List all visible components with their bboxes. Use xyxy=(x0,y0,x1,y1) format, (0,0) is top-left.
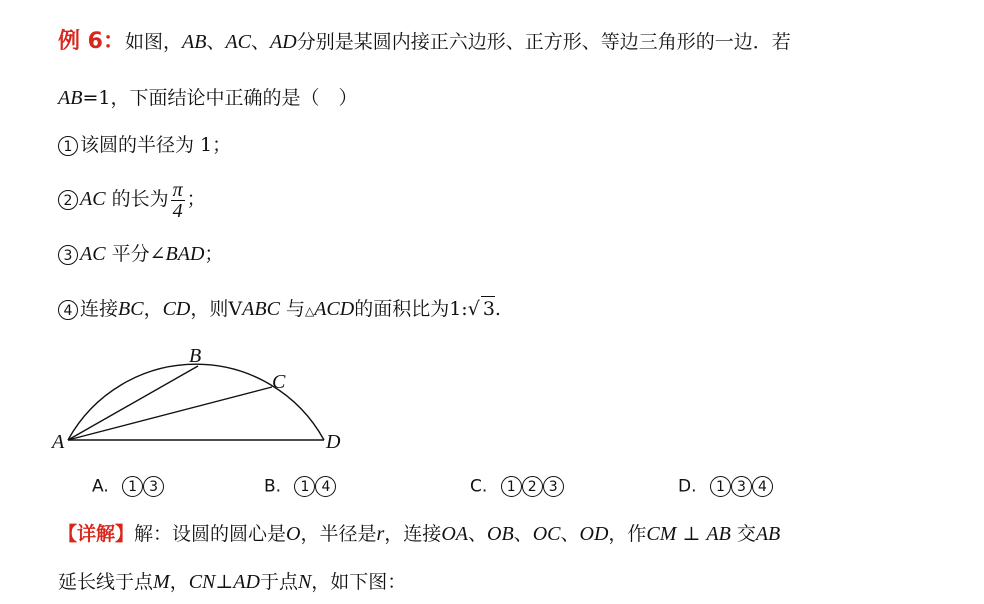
statement-text: 与 xyxy=(279,298,305,320)
statement-text: 平分 xyxy=(105,243,150,265)
circled-number: 4 xyxy=(58,300,78,320)
fraction-denominator: 4 xyxy=(172,199,183,222)
statement-text: 连接 xyxy=(80,298,119,320)
solution-text: ，如下图： xyxy=(311,571,407,593)
perp-symbol: ⊥ xyxy=(215,571,234,593)
triangle-acd: ACD xyxy=(314,298,355,320)
point-o: O xyxy=(286,523,301,545)
statement-3 xyxy=(58,242,223,266)
triangle-abc: ABC xyxy=(242,298,280,320)
segment-ab: AB xyxy=(706,523,731,545)
point-m: M xyxy=(153,571,170,593)
ratio: 1: xyxy=(449,298,468,320)
solution-line-1 xyxy=(58,522,780,546)
fraction-numerator: π xyxy=(172,178,183,201)
perp-symbol: ⊥ xyxy=(676,523,707,545)
triangle-symbol: V xyxy=(228,298,243,320)
circled-number: 3 xyxy=(543,476,564,497)
solution-line-2 xyxy=(58,570,406,594)
option-letter: A. xyxy=(92,476,109,497)
example-label: 例 6： xyxy=(58,29,125,54)
option-d[interactable] xyxy=(678,476,773,497)
circled-number: 4 xyxy=(315,476,336,497)
statement-1 xyxy=(58,133,231,157)
example-line-1 xyxy=(58,30,791,54)
segment-ab: AB xyxy=(755,523,781,545)
circle-figure xyxy=(48,340,378,460)
statement-text: ，则 xyxy=(190,298,229,320)
point-label-b: B xyxy=(189,345,202,367)
point-label-c: C xyxy=(272,371,286,393)
option-letter: B. xyxy=(264,476,282,497)
statement-text: 的长为 xyxy=(105,188,169,210)
separator: 、 xyxy=(560,523,580,545)
angle-bad: BAD xyxy=(165,243,205,265)
circled-number: 1 xyxy=(710,476,731,497)
solution-text: ， xyxy=(169,571,189,593)
circled-number: 1 xyxy=(294,476,315,497)
statement-text: 该圆的半径为 1； xyxy=(80,134,232,156)
segment-ab: AB xyxy=(181,31,207,53)
option-letter: D. xyxy=(678,476,697,497)
segment-ab: AB xyxy=(58,87,83,109)
separator: 、 xyxy=(206,31,226,53)
solution-text: 解：设圆的圆心是 xyxy=(134,523,287,545)
intro-text-2: 分别是某圆内接正六边形、正方形、等边三角形的一边．若 xyxy=(296,31,791,53)
segment-bc: BC xyxy=(118,298,144,320)
segment-cm: CM xyxy=(646,523,677,545)
example-line-2 xyxy=(58,86,357,110)
triangle-symbol: △ xyxy=(304,304,315,318)
segment-ob: OB xyxy=(487,523,514,545)
statement-4 xyxy=(58,296,501,323)
circled-number: 1 xyxy=(58,136,78,156)
circled-number: 1 xyxy=(501,476,522,497)
segment-ad: AD xyxy=(233,571,260,593)
separator: 、 xyxy=(251,31,271,53)
point-label-a: A xyxy=(52,431,65,453)
arc-ad xyxy=(68,364,324,440)
circled-number: 3 xyxy=(143,476,164,497)
statement-2 xyxy=(58,176,206,222)
sqrt-symbol: √ xyxy=(467,298,480,320)
sqrt-radicand: 3 xyxy=(482,298,495,320)
segment-cd: CD xyxy=(162,298,191,320)
circled-number: 4 xyxy=(752,476,773,497)
solution-text: 交 xyxy=(730,523,756,545)
statement-tail: . xyxy=(494,298,501,320)
separator: 、 xyxy=(513,523,533,545)
equals-one: =1 xyxy=(82,87,111,109)
circled-number: 3 xyxy=(58,245,78,265)
segment-ad: AD xyxy=(270,31,297,53)
arc-ac: AC xyxy=(80,188,106,210)
solution-text: 延长线于点 xyxy=(58,571,154,593)
statement-text: 的面积比为 xyxy=(354,298,450,320)
solution-text: ，作 xyxy=(608,523,647,545)
circled-number: 2 xyxy=(58,190,78,210)
chord-ac xyxy=(68,387,272,440)
segment-oa: OA xyxy=(441,523,468,545)
solution-text: ，连接 xyxy=(384,523,442,545)
solution-label: 【详解】 xyxy=(58,523,135,545)
point-label-d: D xyxy=(326,431,341,453)
point-n: N xyxy=(297,571,312,593)
statement-tail: ； xyxy=(186,188,206,210)
circled-number: 2 xyxy=(522,476,543,497)
segment-od: OD xyxy=(579,523,609,545)
comma: ， xyxy=(143,298,163,320)
option-a[interactable] xyxy=(92,476,164,497)
solution-text: ，半径是 xyxy=(300,523,377,545)
option-b[interactable] xyxy=(264,476,336,497)
segment-cn: CN xyxy=(188,571,216,593)
option-letter: C. xyxy=(470,476,488,497)
chord-ab xyxy=(68,366,198,440)
angle-symbol: ∠ xyxy=(149,243,166,265)
segment-ac: AC xyxy=(80,243,106,265)
question-text: ，下面结论中正确的是（ ） xyxy=(110,87,358,109)
radius-r: r xyxy=(376,523,385,545)
option-c[interactable] xyxy=(470,476,564,497)
solution-text: 于点 xyxy=(259,571,298,593)
circled-number: 3 xyxy=(731,476,752,497)
separator: 、 xyxy=(467,523,487,545)
intro-text-1: 如图， xyxy=(124,31,182,53)
circled-number: 1 xyxy=(122,476,143,497)
segment-ac: AC xyxy=(225,31,251,53)
statement-tail: ； xyxy=(204,243,224,265)
segment-oc: OC xyxy=(532,523,561,545)
fraction-pi-over-4 xyxy=(171,180,185,221)
